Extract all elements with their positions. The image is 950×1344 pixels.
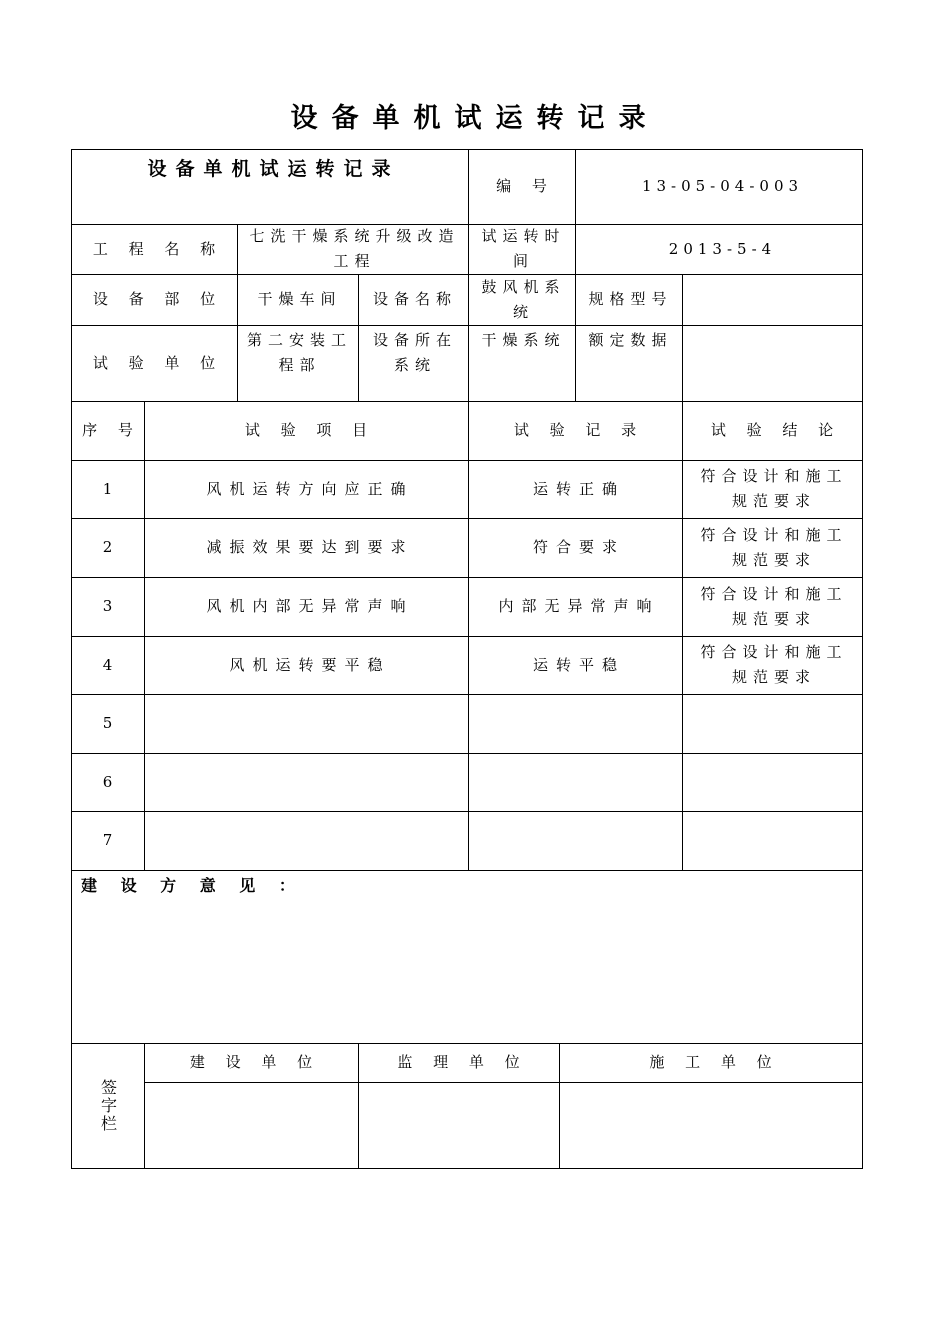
test-unit-label: 试 验 单 位 — [92, 353, 224, 372]
signature-supervision-label: 监 理 单 位 — [397, 1053, 528, 1071]
row-4-item: 风机运转要平稳 — [229, 655, 391, 674]
owner-opinion-label: 建 设 方 意 见 ： — [81, 876, 304, 895]
row-5-conclusion — [682, 694, 862, 753]
row-4-no: 4 — [102, 655, 113, 674]
row-4-conclusion: 符合设计和施工规范要求 — [700, 643, 848, 686]
row-7-record — [468, 811, 682, 870]
row-4-record: 运转平稳 — [532, 655, 625, 674]
model-value — [682, 274, 862, 325]
page-title: 设备单机试运转记录 — [290, 103, 660, 134]
rated-data-value — [682, 325, 862, 401]
rated-data-label: 额定数据 — [588, 331, 673, 349]
project-name-value: 七洗干燥系统升级改造工程 — [249, 227, 460, 270]
row-1-conclusion: 符合设计和施工规范要求 — [700, 467, 848, 510]
project-name-label: 工 程 名 称 — [92, 239, 224, 258]
system-value: 干燥系统 — [481, 331, 566, 349]
row-7-no: 7 — [102, 831, 113, 849]
col-header-item: 试 验 项 目 — [244, 421, 376, 439]
equipment-name-value: 鼓风机系统 — [481, 277, 566, 321]
model-label: 规格型号 — [588, 290, 673, 308]
equipment-name-label: 设备名称 — [372, 290, 457, 308]
row-6-conclusion — [682, 753, 862, 811]
row-3-record: 内部无异常声响 — [498, 597, 660, 615]
signature-label-text: 签字栏 — [98, 1078, 118, 1133]
row-2-item: 减振效果要达到要求 — [206, 538, 414, 556]
signature-owner-label: 建 设 单 位 — [189, 1053, 321, 1071]
number-label: 编 号 — [496, 177, 555, 195]
equipment-location-label: 设 备 部 位 — [92, 290, 224, 308]
row-7-conclusion — [682, 811, 862, 870]
row-1-record: 运转正确 — [532, 479, 625, 498]
col-header-no: 序 号 — [82, 421, 141, 439]
row-7-item — [144, 811, 468, 870]
row-5-record — [468, 694, 682, 753]
row-3-conclusion: 符合设计和施工规范要求 — [700, 584, 848, 628]
signature-contractor-label: 施 工 单 位 — [649, 1053, 780, 1071]
row-5-no: 5 — [102, 714, 113, 732]
test-time-value: 2013-5-4 — [668, 239, 777, 258]
test-time-label: 试运转时间 — [481, 227, 566, 270]
row-3-no: 3 — [102, 597, 113, 615]
row-6-record — [468, 753, 682, 811]
equipment-location-value: 干燥车间 — [257, 290, 342, 308]
row-2-record: 符合要求 — [532, 538, 625, 556]
row-2-no: 2 — [102, 538, 113, 556]
row-1-no: 1 — [102, 479, 113, 498]
system-label: 设备所在系统 — [372, 331, 457, 374]
row-3-item: 风机内部无异常声响 — [206, 597, 414, 615]
row-1-item: 风机运转方向应正确 — [206, 479, 414, 498]
form-title: 设备单机试运转记录 — [147, 158, 400, 180]
test-unit-value: 第二安装工程部 — [247, 331, 353, 374]
row-5-item — [144, 694, 468, 753]
col-header-conclusion: 试 验 结 论 — [710, 421, 842, 439]
row-2-conclusion: 符合设计和施工规范要求 — [700, 525, 848, 569]
row-6-no: 6 — [102, 772, 113, 791]
number-value: 13-05-04-003 — [641, 177, 804, 195]
col-header-record: 试 验 记 录 — [513, 421, 645, 439]
row-6-item — [144, 753, 468, 811]
signature-label — [71, 1043, 144, 1168]
